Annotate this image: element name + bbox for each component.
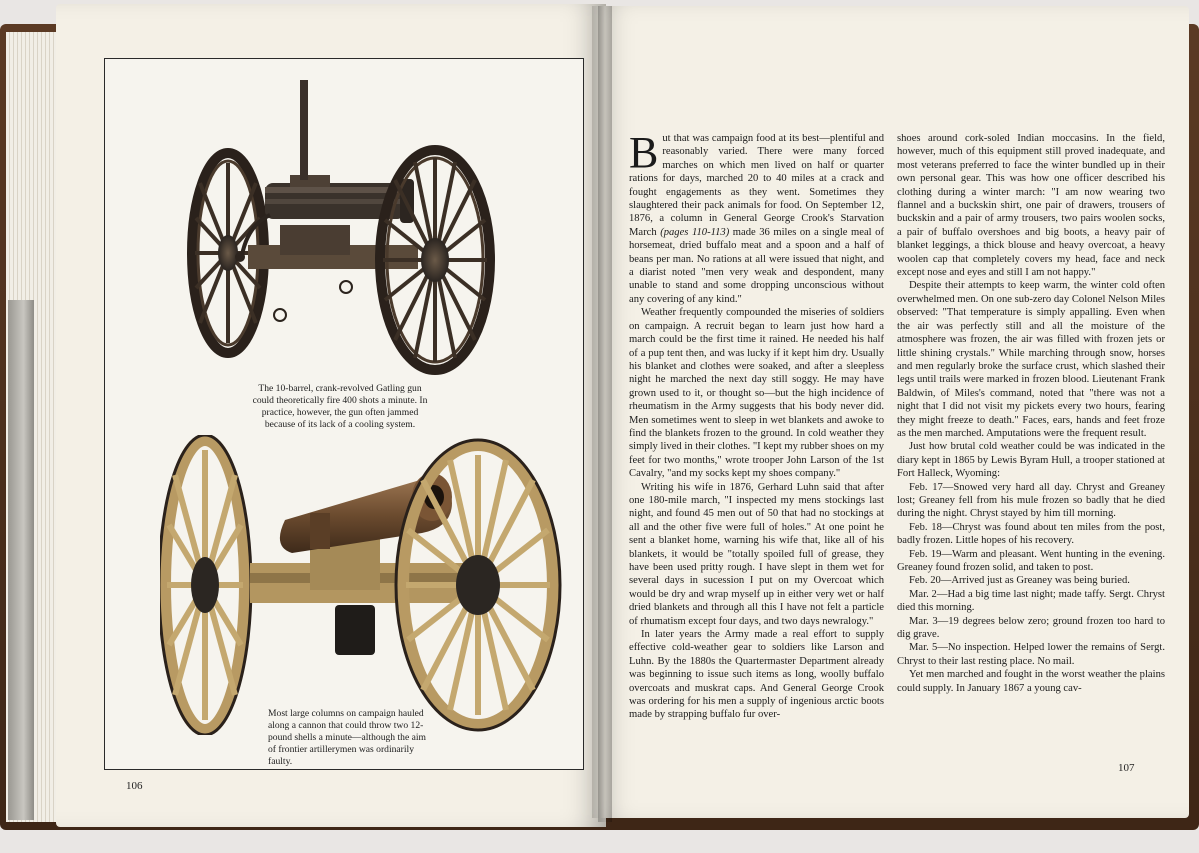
gatling-front-wheel bbox=[380, 150, 490, 370]
cannon-front-wheel bbox=[396, 440, 560, 730]
adjacent-page-photo-edge bbox=[8, 300, 34, 820]
text-column-2 bbox=[897, 132, 1165, 695]
diary-entry: Feb. 20—Arrived just as Greaney was being buried. bbox=[909, 575, 1130, 587]
page-number-left: 106 bbox=[126, 780, 143, 792]
paragraph-text: ut that was campaign food at its best—plentiful and reasonably varied. There were many forced marches on which men lived on half or quarter rations for days, marched 20 to 40 miles at a crack and fought engagements as they went. Sometimes they slaughtered their pack animals for food. On September 12, 1876, a column in General George Crook's Starvation March bbox=[629, 133, 884, 238]
cannon-caption: Most large columns on campaign hauled along a cannon that could throw two 12-pound shells a minute—although the aim of frontier artillerymen was ordinarily faulty. bbox=[268, 708, 427, 767]
cannon-illustration bbox=[160, 435, 570, 735]
paragraph: Despite their attempts to keep warm, the winter cold often overwhelmed men. On one sub-zero day Colonel Nelson Miles observed: "That temperature is simply appalling. Even when the air was perfectly still and all the moisture of the atmosphere was frozen, the air was filled with frozen jets or little shining crystals." While marching through snow, horses and men regularly broke the surface crust, which slashed their legs until trails were marked in frozen blood. Lieutenant Frank Baldwin, of Miles's command, noted that "there was not a night that I did not visit my pickets every two hours, fearing they might freeze to death." Faces, ears, hands and feet froze as the men marched. Amputations were the frequent result. bbox=[897, 280, 1165, 439]
gatling-gun-illustration bbox=[170, 75, 510, 390]
diary-entry: Mar. 5—No inspection. Helped lower the remains of Sergt. Chryst to their last resting place. No mail. bbox=[897, 642, 1165, 667]
paragraph-text: made 36 miles on a single meal of horsemeat, dried buffalo meat and a spoon and a half of beans per man. No rations at all were issued that night, and a diarist noted "men very weak and despondent, many unable to stand and some dropping unconscious without any covering of any kind." bbox=[629, 226, 884, 305]
diary-entry: Mar. 3—19 degrees below zero; ground frozen too hard to dig grave. bbox=[897, 615, 1165, 641]
paragraph: Writing his wife in 1876, Gerhard Luhn said that after one 180-mile march, "I inspected my mens stockings last night, and found 45 men out of 50 that had no stockings at all and the other five were full of holes." At one point he sent a blanket home, warning his wife that, like all of his blankets, it would be "totally spoiled full of grease, they have been used pritty rough. I have slept in them wet for several days in sucession I put on my Overcoat which would be dry and wrap myself up in either very wet or half dried blankets and through all this I have not felt a particle of rhumatism except four days, and two days newralogy." bbox=[629, 481, 884, 627]
diary-entry: Feb. 17—Snowed very hard all day. Chryst and Greaney lost; Greaney fell from his mule frozen so badly that he died during the night. Chryst stayed by him till morning. bbox=[897, 481, 1165, 520]
text-column-1 bbox=[629, 128, 884, 722]
drop-cap: B bbox=[629, 128, 659, 177]
paragraph: Yet men marched and fought in the worst weather the plains could supply. In January 1867 a young cav- bbox=[897, 669, 1165, 694]
cannon-rear-wheel bbox=[160, 435, 251, 735]
paragraph: Weather frequently compounded the miseries of soldiers on campaign. A recruit began to learn just how hard a march could be the first time it rained. He needed his half of a pup tent then, and was lucky if it kept him dry. Usually his blanket and clothes were soaked, and after a sleepless night he marched the next day still soggy. He may have grown used to it, or thought so—but the high incidence of rheumatism in the Army suggests that his body never did. Men sometimes went to sleep in wet blankets and awoke to find the blankets frozen to the ground. In cold weather they simply lived in their clothes. "I kept my rubber shoes on my feet for two months," wrote trooper John Larson of the 1st Cavalry, "and my socks kept my shoes company." bbox=[629, 307, 884, 480]
cannon-bucket bbox=[335, 605, 375, 655]
page-reference: (pages 110-113) bbox=[660, 226, 730, 238]
page-number-right: 107 bbox=[1118, 762, 1135, 774]
paragraph: shoes around cork-soled Indian moccasins. In the field, however, much of this equipment still proved inadequate, and most veterans preferred to face the winter bundled up in their own personal gear. This was how one officer described his clothing during a winter march: "I am now wearing two flannel and a buckskin shirt, one pair of drawers, trousers of buckskin and a pair of army trousers, two pairs woolen socks, a pair of buffalo overshoes and big boots, a heavy pair of blanket leggings, a thick blouse and heavy overcoat, a heavy woolen cap that completely covers my head, face and neck except nose and eyes and still I am not happy." bbox=[897, 133, 1165, 279]
paragraph bbox=[629, 128, 884, 306]
diary-entry: Mar. 2—Had a big time last night; made taffy. Sergt. Chryst died this morning. bbox=[897, 588, 1165, 614]
diary-entry: Feb. 18—Chryst was found about ten miles from the post, badly frozen. Little hopes of his recovery. bbox=[897, 521, 1165, 547]
gatling-caption: The 10-barrel, crank-revolved Gatling gun could theoretically fire 400 shots a minute. In practice, however, the gun often jammed because of its lack of a cooling system. bbox=[252, 383, 428, 430]
paragraph: Just how brutal cold weather could be was indicated in the diary kept in 1865 by Lewis Byram Hull, a trooper stationed at Fort Halleck, Wyoming: bbox=[897, 441, 1165, 480]
diary-entry: Feb. 19—Warm and pleasant. Went hunting in the evening. Greaney found frozen solid, and taken to post. bbox=[897, 548, 1165, 573]
book-gutter bbox=[598, 6, 612, 822]
paragraph: In later years the Army made a real effort to supply effective cold-weather gear to soldiers like Larson and Luhn. By the 1880s the Quartermaster Department already was beginning to issue such items as long, woolly buffalo overcoats and muskrat caps. And General George Crook was ordering for his men a supply of ingenious arctic boots made by strapping buffalo fur over- bbox=[629, 629, 884, 721]
gatling-feed-magazine bbox=[300, 80, 308, 180]
